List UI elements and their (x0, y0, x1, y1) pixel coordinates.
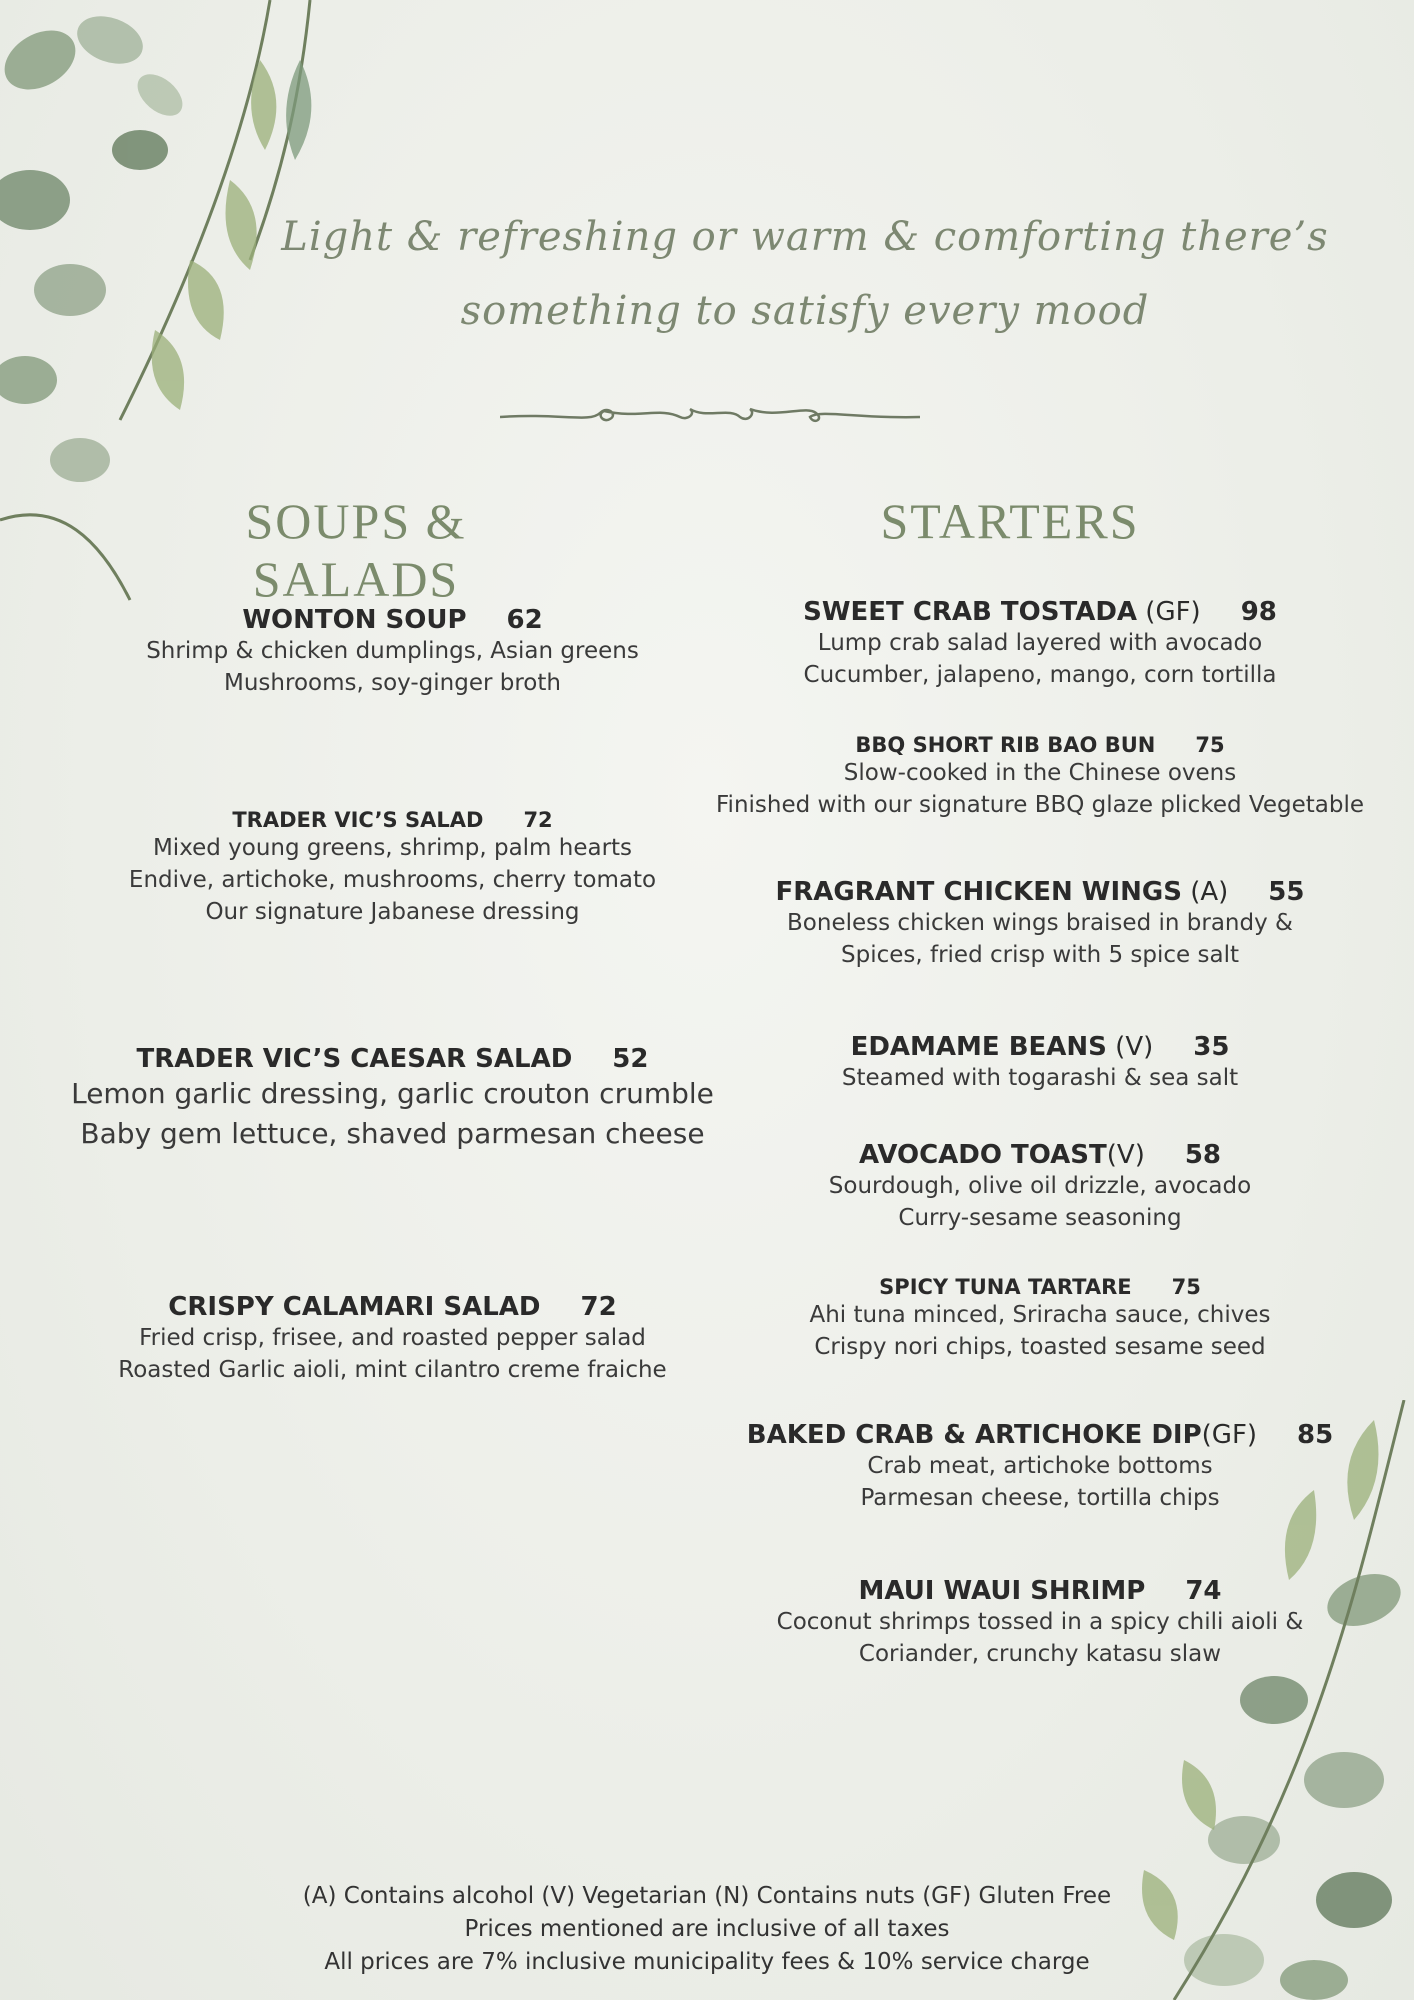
item-name: TRADER VIC’S SALAD (232, 808, 484, 832)
menu-item (40, 1044, 745, 1154)
menu-tagline (280, 200, 1330, 348)
item-name: BBQ SHORT RIB BAO BUN (855, 733, 1156, 757)
menu-item (40, 605, 745, 699)
item-name: SPICY TUNA TARTARE (879, 1275, 1132, 1299)
item-diet-tag: (V) (1106, 1140, 1145, 1170)
menu-item (710, 1420, 1370, 1514)
item-desc-line: Coconut shrimps tossed in a spicy chili aioli & (776, 1609, 1304, 1635)
item-desc-line: Crab meat, artichoke bottoms (867, 1453, 1213, 1479)
item-desc-line: Endive, artichoke, mushrooms, cherry tomato (128, 867, 657, 893)
item-name: TRADER VIC’S CAESAR SALAD (136, 1044, 573, 1074)
item-price: 75 (1195, 733, 1225, 757)
item-name: AVOCADO TOAST (858, 1140, 1107, 1170)
item-desc-line: Slow-cooked in the Chinese ovens (843, 760, 1237, 786)
item-desc-line: Spices, fried crisp with 5 spice salt (841, 942, 1239, 968)
fees-note: All prices are 7% inclusive municipality fees & 10% service charge (324, 1949, 1090, 1975)
item-desc-line: Lump crab salad layered with avocado (817, 630, 1263, 656)
menu-item (710, 1576, 1370, 1670)
item-price: 52 (612, 1044, 649, 1074)
section-title-soups-salads: SOUPS & SALADS (245, 493, 467, 607)
tax-note: Prices mentioned are inclusive of all taxes (464, 1916, 950, 1942)
item-desc-line: Sourdough, olive oil drizzle, avocado (828, 1173, 1252, 1199)
item-name: MAUI WAUI SHRIMP (858, 1576, 1146, 1606)
item-desc-line: Finished with our signature BBQ glaze plicked Vegetable (716, 792, 1364, 818)
item-name: CRISPY CALAMARI SALAD (168, 1292, 541, 1322)
item-price: 72 (580, 1292, 617, 1322)
menu-item (40, 808, 745, 928)
item-diet-tag: (GF) (1137, 597, 1201, 627)
item-name: BAKED CRAB & ARTICHOKE DIP (746, 1420, 1202, 1450)
item-desc-line: Roasted Garlic aioli, mint cilantro creme fraiche (118, 1357, 667, 1383)
item-desc-line: Mushrooms, soy-ginger broth (224, 670, 561, 696)
item-price: 72 (523, 808, 553, 832)
item-desc-line: Steamed with togarashi & sea salt (841, 1065, 1239, 1091)
item-price: 58 (1184, 1140, 1222, 1170)
item-desc-line: Mixed young greens, shrimp, palm hearts (152, 835, 633, 861)
menu-item (710, 1032, 1370, 1094)
item-desc-line: Our signature Jabanese dressing (205, 899, 580, 925)
item-desc-line: Crispy nori chips, toasted sesame seed (814, 1334, 1266, 1360)
section-title-starters: STARTERS (880, 493, 1140, 549)
item-price: 98 (1240, 597, 1277, 627)
menu-item (710, 1275, 1370, 1363)
item-desc-line: Parmesan cheese, tortilla chips (860, 1485, 1220, 1511)
tagline-line-2: something to satisfy every mood (460, 288, 1150, 334)
item-diet-tag: (GF) (1201, 1420, 1258, 1450)
item-price: 55 (1268, 877, 1305, 907)
menu-item (710, 733, 1370, 821)
item-price: 75 (1171, 1275, 1201, 1299)
flourish-divider-icon (500, 395, 920, 435)
menu-item (710, 877, 1370, 971)
menu-item (710, 597, 1370, 691)
item-price: 74 (1185, 1576, 1222, 1606)
item-desc-line: Baby gem lettuce, shaved parmesan cheese (80, 1117, 705, 1150)
item-name: EDAMAME BEANS (850, 1032, 1107, 1062)
item-desc-line: Fried crisp, frisee, and roasted pepper salad (139, 1325, 646, 1351)
item-desc-line: Coriander, crunchy katasu slaw (858, 1641, 1222, 1667)
dietary-legend: (A) Contains alcohol (V) Vegetarian (N) Contains nuts (GF) Gluten Free (302, 1883, 1112, 1909)
item-price: 62 (506, 605, 543, 635)
item-price: 35 (1193, 1032, 1230, 1062)
item-desc-line: Shrimp & chicken dumplings, Asian greens (146, 638, 639, 664)
item-desc-line: Lemon garlic dressing, garlic crouton crumble (71, 1077, 714, 1110)
item-desc-line: Curry-sesame seasoning (898, 1205, 1182, 1231)
item-name: WONTON SOUP (242, 605, 467, 635)
menu-item (40, 1292, 745, 1386)
item-price: 85 (1297, 1420, 1334, 1450)
item-desc-line: Boneless chicken wings braised in brandy & (787, 910, 1293, 936)
item-name: FRAGRANT CHICKEN WINGS (775, 877, 1182, 907)
tagline-line-1: Light & refreshing or warm & comforting there’s (281, 214, 1329, 260)
item-diet-tag: (V) (1106, 1032, 1154, 1062)
menu-footer (200, 1880, 1214, 1979)
item-desc-line: Ahi tuna minced, Sriracha sauce, chives (809, 1302, 1271, 1328)
item-desc-line: Cucumber, jalapeno, mango, corn tortilla (803, 662, 1277, 688)
item-name: SWEET CRAB TOSTADA (803, 597, 1138, 627)
item-diet-tag: (A) (1181, 877, 1229, 907)
menu-item (710, 1140, 1370, 1234)
